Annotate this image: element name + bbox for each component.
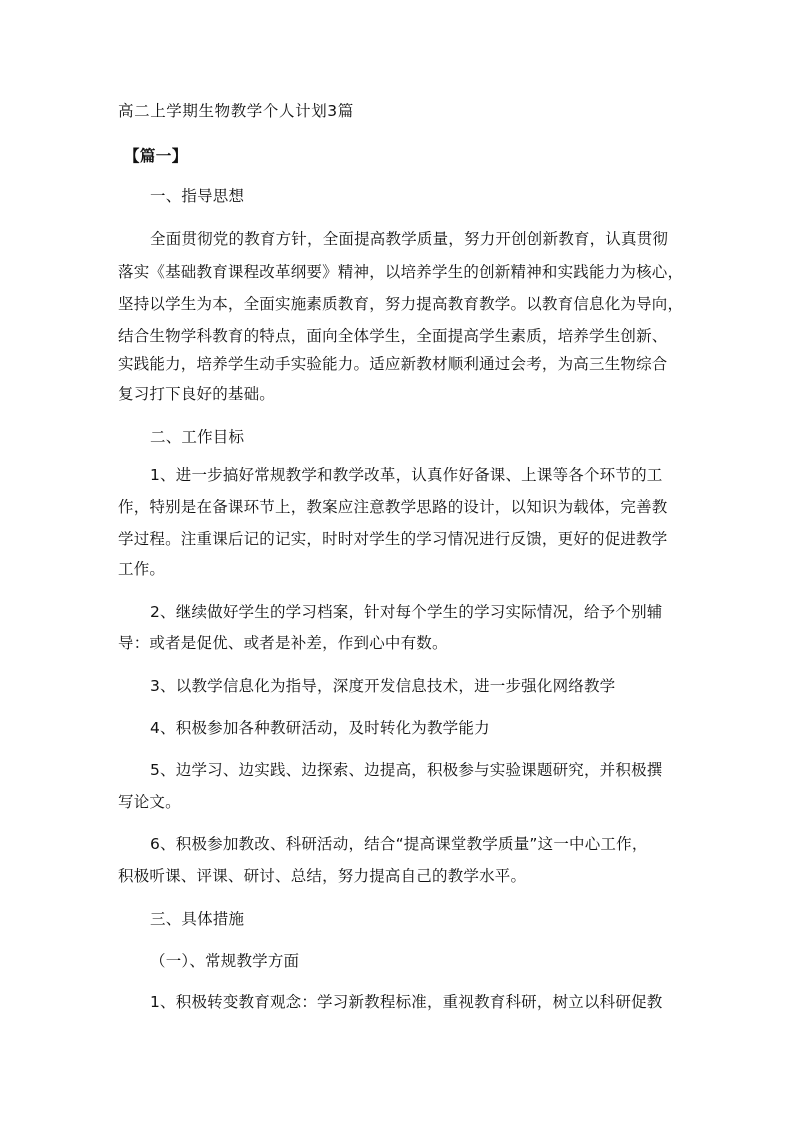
goal-item-1-line: 1、进一步搞好常规教学和教学改革，认真作好备课、上课等各个环节的工 xyxy=(150,466,663,484)
heading-specific-measures: 三、具体措施 xyxy=(150,910,245,928)
goal-item-2-line: 导：或者是促优、或者是补差，作到心中有数。 xyxy=(118,634,448,652)
goal-item-2-line: 2、继续做好学生的学习档案，针对每个学生的学习实际情况，给予个别辅 xyxy=(150,603,663,621)
paragraph-line: 结合生物学科教育的特点，面向全体学生，全面提高学生素质，培养学生创新、 xyxy=(118,327,668,345)
goal-item-1-line: 工作。 xyxy=(118,560,166,578)
goal-item-1-line: 学过程。注重课后记的记实，时时对学生的学习情况进行反馈，更好的促进教学 xyxy=(118,530,668,548)
heading-guiding-thought: 一、指导思想 xyxy=(150,187,245,205)
goal-item-1-line: 作，特别是在备课环节上，教案应注意教学思路的设计，以知识为载体，完善教 xyxy=(118,498,668,516)
goal-item-4: 4、积极参加各种教研活动，及时转化为教学能力 xyxy=(150,719,490,737)
paragraph-line: 全面贯彻党的教育方针，全面提高教学质量，努力开创创新教育，认真贯彻 xyxy=(150,230,669,248)
subheading-routine-teaching: （一）、常规教学方面 xyxy=(150,952,300,970)
goal-item-6-line: 6、积极参加教改、科研活动，结合“提高课堂教学质量”这一中心工作， xyxy=(150,835,648,853)
heading-work-goals: 二、工作目标 xyxy=(150,428,245,446)
measure-item-1: 1、积极转变教育观念：学习新教程标准，重视教育科研，树立以科研促教 xyxy=(150,993,663,1011)
goal-item-3: 3、以教学信息化为指导，深度开发信息技术，进一步强化网络教学 xyxy=(150,677,616,695)
paragraph-line: 实践能力，培养学生动手实验能力。适应新教材顺利通过会考，为高三生物综合 xyxy=(118,355,668,373)
goal-item-5-line: 写论文。 xyxy=(118,793,181,811)
goal-item-6-line: 积极听课、评课、研讨、总结，努力提高自己的教学水平。 xyxy=(118,867,527,885)
goal-item-5-line: 5、边学习、边实践、边探索、边提高，积极参与实验课题研究，并积极撰 xyxy=(150,761,663,779)
paragraph-line: 复习打下良好的基础。 xyxy=(118,385,276,403)
section-tag: 【篇一】 xyxy=(124,147,188,165)
paragraph-line: 落实《基础教育课程改革纲要》精神，以培养学生的创新精神和实践能力为核心， xyxy=(118,263,684,281)
document-title: 高二上学期生物教学个人计划3篇 xyxy=(118,102,354,120)
paragraph-line: 坚持以学生为本，全面实施素质教育，努力提高教育教学。以教育信息化为导向， xyxy=(118,295,684,313)
